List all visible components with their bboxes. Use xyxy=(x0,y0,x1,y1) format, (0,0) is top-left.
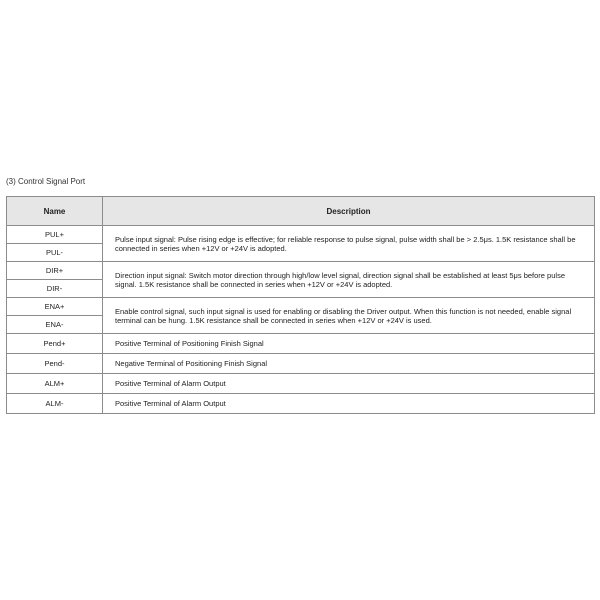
table-row xyxy=(7,298,595,316)
header-description: Description xyxy=(103,197,595,226)
signal-name: ENA+ xyxy=(7,298,103,316)
signal-description: Direction input signal: Switch motor direction through high/low level signal, direction signal shall be established at least 5μs before pulse signal. 1.5K resistance shall be connected in series when +12V or +24V is adopted. xyxy=(103,262,595,298)
table-header-row xyxy=(7,197,595,226)
signal-name: ENA- xyxy=(7,316,103,334)
signal-name: DIR+ xyxy=(7,262,103,280)
section-title: (3) Control Signal Port xyxy=(6,177,86,186)
table-row xyxy=(7,226,595,244)
signal-description: Positive Terminal of Alarm Output xyxy=(103,394,595,414)
table-row xyxy=(7,374,595,394)
signal-description: Negative Terminal of Positioning Finish Signal xyxy=(103,354,595,374)
signal-name: PUL- xyxy=(7,244,103,262)
signal-name: ALM+ xyxy=(7,374,103,394)
table-row xyxy=(7,262,595,280)
header-name: Name xyxy=(7,197,103,226)
table-row xyxy=(7,334,595,354)
signal-name: ALM- xyxy=(7,394,103,414)
signal-name: PUL+ xyxy=(7,226,103,244)
table-row xyxy=(7,354,595,374)
signal-name: Pend- xyxy=(7,354,103,374)
signal-description: Positive Terminal of Positioning Finish Signal xyxy=(103,334,595,354)
table-row xyxy=(7,394,595,414)
signal-name: DIR- xyxy=(7,280,103,298)
signal-name: Pend+ xyxy=(7,334,103,354)
signal-description: Positive Terminal of Alarm Output xyxy=(103,374,595,394)
signal-description: Enable control signal, such input signal is used for enabling or disabling the Driver output. When this function is not needed, enable signal terminal can be hung. 1.5K resistance shall be connected in series when +12V or +24V is used. xyxy=(103,298,595,334)
signal-description: Pulse input signal: Pulse rising edge is effective; for reliable response to pulse signal, pulse width shall be > 2.5μs. 1.5K resistance shall be connected in series when +12V or +24V is adopted. xyxy=(103,226,595,262)
control-signal-table xyxy=(6,196,595,414)
